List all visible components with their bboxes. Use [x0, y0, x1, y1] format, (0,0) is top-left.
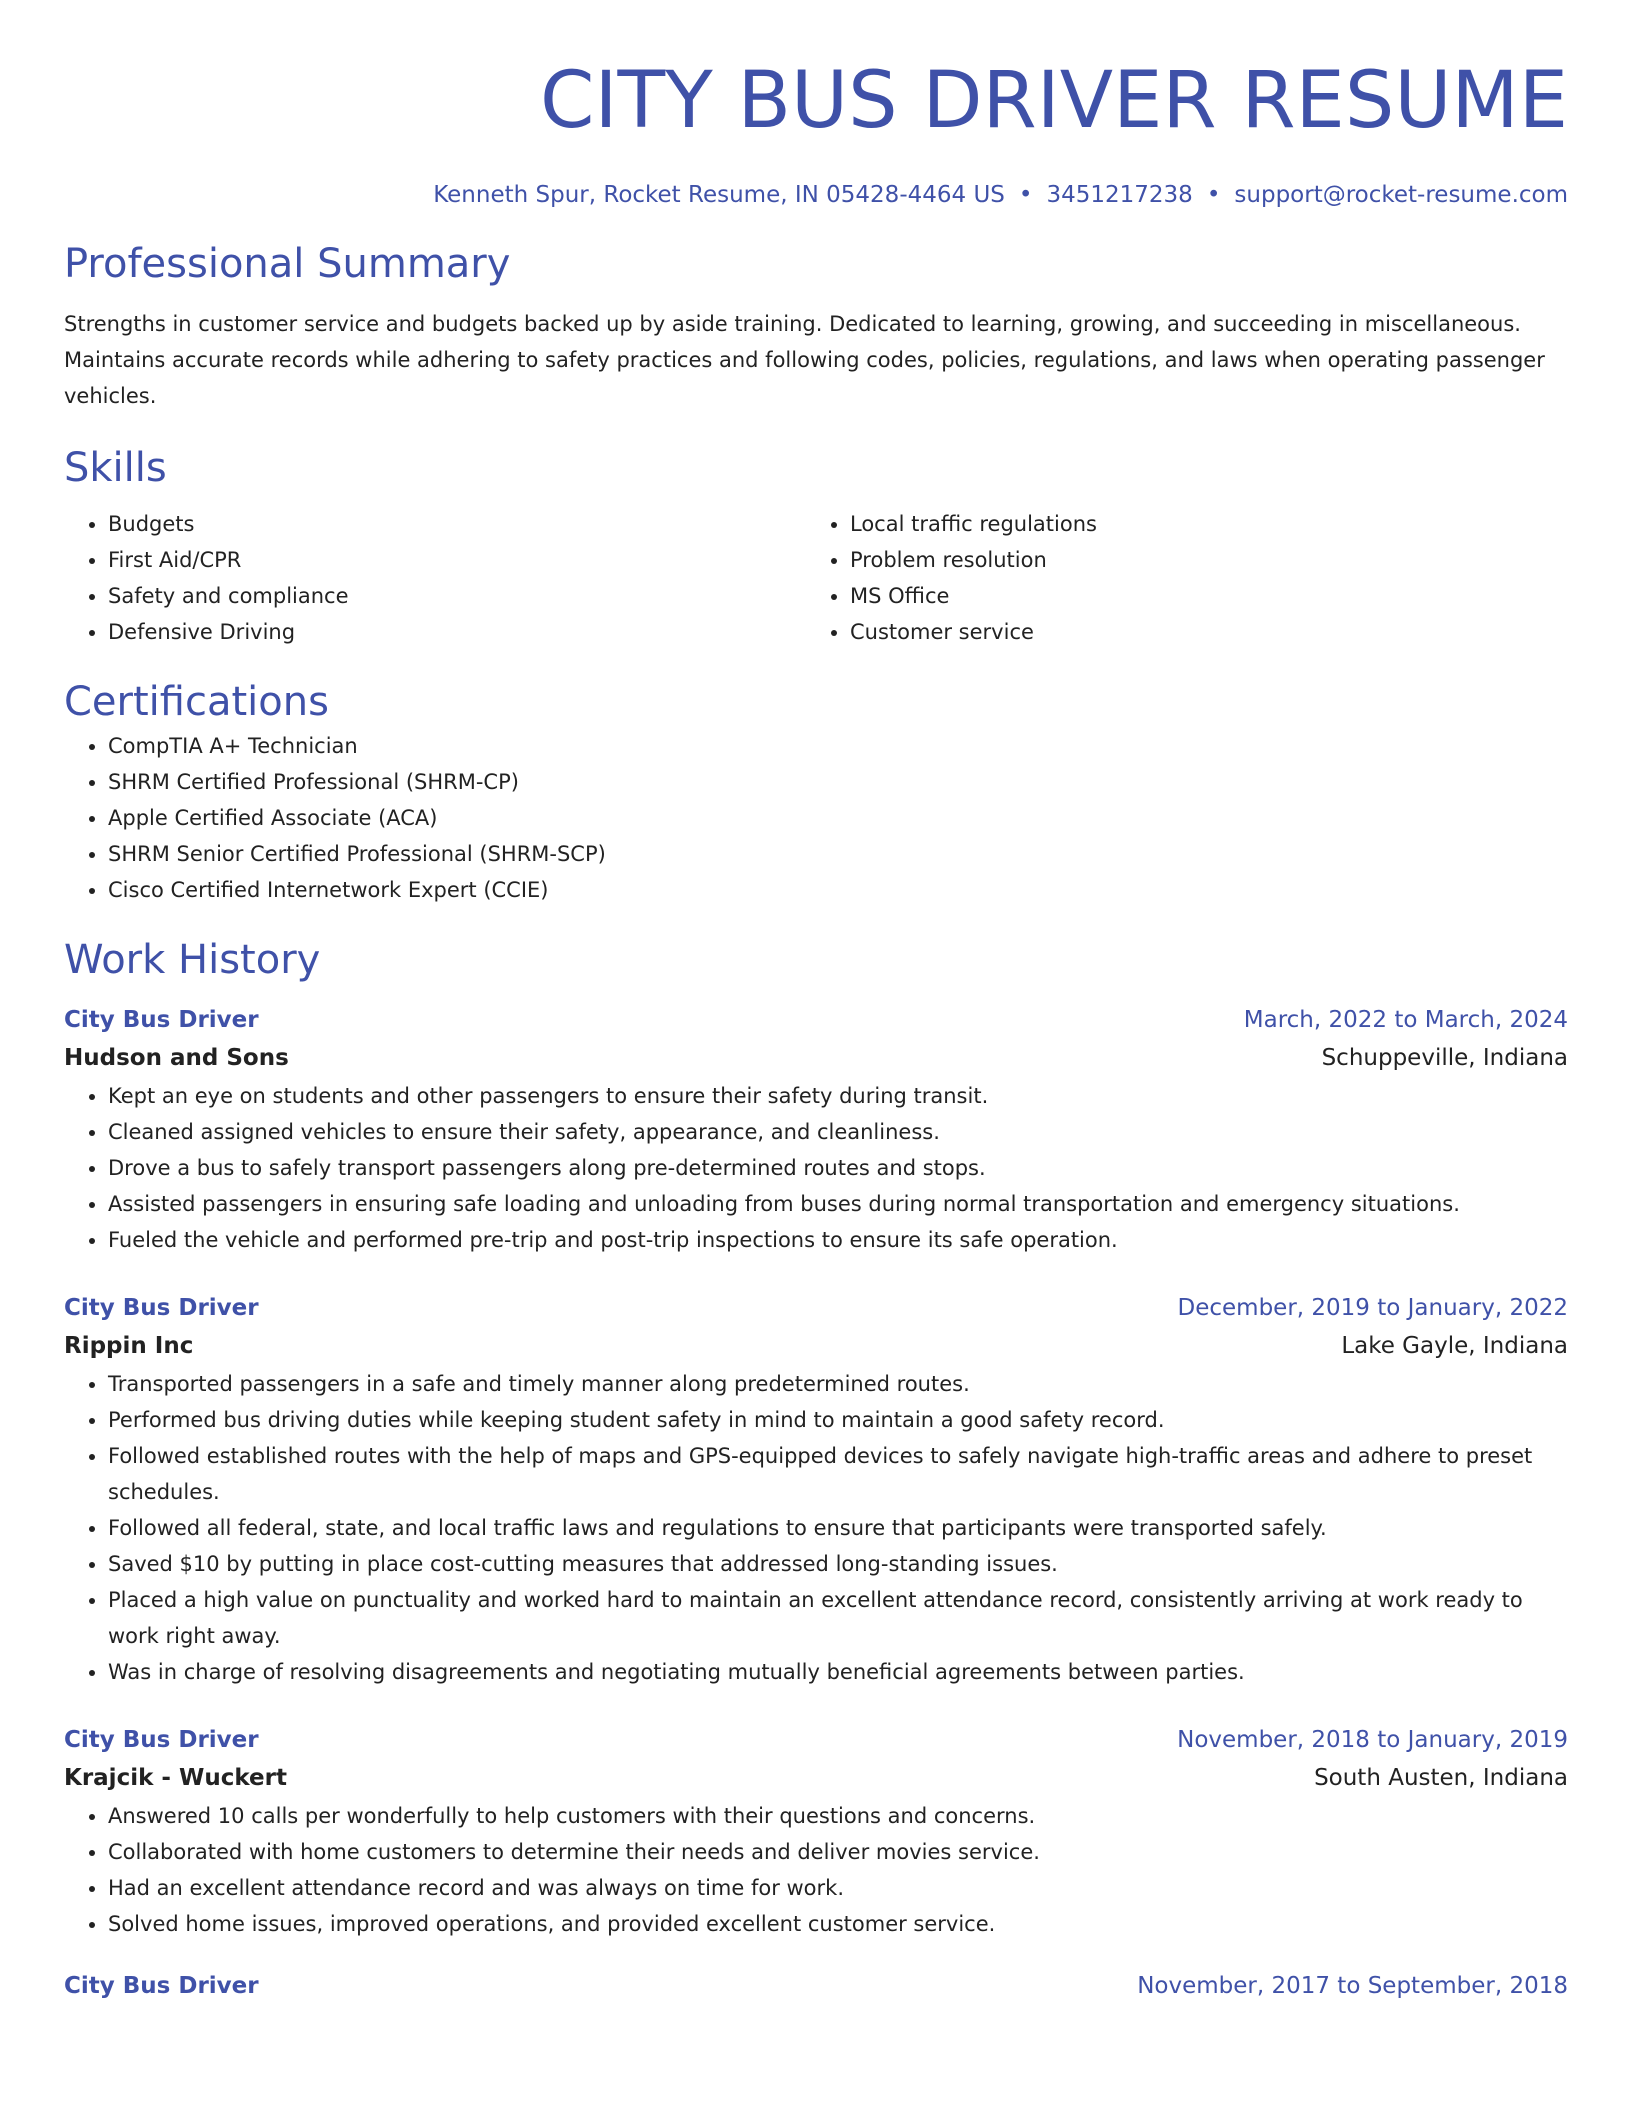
skill-item: • Budgets — [108, 506, 806, 542]
job-duty: • Fueled the vehicle and performed pre-trip and post-trip inspections to ensure its safe operation. — [108, 1222, 1568, 1258]
job-duty: • Was in charge of resolving disagreements and negotiating mutually beneficial agreements between parties. — [108, 1654, 1568, 1690]
job-duty: • Collaborated with home customers to determine their needs and deliver movies service. — [108, 1834, 1568, 1870]
job-company-row — [64, 1326, 1568, 1366]
job-duty: • Answered 10 calls per wonderfully to help customers with their questions and concerns. — [108, 1798, 1568, 1834]
certifications-heading: Certifications — [64, 679, 329, 725]
skills-heading: Skills — [64, 445, 167, 491]
job-header-row — [64, 1290, 1568, 1326]
job-duty: • Had an excellent attendance record and was always on time for work. — [108, 1870, 1568, 1906]
skill-item: • Defensive Driving — [108, 614, 806, 650]
job-duty: • Performed bus driving duties while keeping student safety in mind to maintain a good safety record. — [108, 1402, 1568, 1438]
job-location: Schuppeville, Indiana — [1321, 1045, 1568, 1071]
job-dates: December, 2019 to January, 2022 — [1177, 1295, 1568, 1321]
work-history-heading: Work History — [64, 937, 321, 983]
job-company: Krajcik - Wuckert — [64, 1765, 287, 1791]
contact-phone: 3451217238 — [1046, 182, 1193, 208]
resume-title: CITY BUS DRIVER RESUME — [539, 56, 1568, 146]
job-role: City Bus Driver — [64, 1973, 259, 1999]
skills-column-left — [64, 506, 806, 650]
job-company-row — [64, 1758, 1568, 1798]
skill-item: • First Aid/CPR — [108, 542, 806, 578]
skills-grid — [64, 506, 1568, 650]
skill-item: • Customer service — [850, 614, 1548, 650]
certification-item: • CompTIA A+ Technician — [108, 728, 1568, 764]
summary-text: Strengths in customer service and budgets backed up by aside training. Dedicated to learning, growing, and succeeding in miscellaneous. Maintains accurate records while adhering to safety practices and following codes, policies, regulations, and laws when operating passenger vehicles. — [64, 312, 1545, 408]
job-location: South Austen, Indiana — [1314, 1765, 1568, 1791]
job-duty: • Saved $10 by putting in place cost-cutting measures that addressed long-standing issues. — [108, 1546, 1568, 1582]
skill-item: • Safety and compliance — [108, 578, 806, 614]
job-dates: November, 2018 to January, 2019 — [1177, 1727, 1568, 1753]
resume-page — [64, 0, 1568, 2004]
certification-item: • Cisco Certified Internetwork Expert (CCIE) — [108, 872, 1568, 908]
job-header-row — [64, 1968, 1568, 2004]
job-duty: • Cleaned assigned vehicles to ensure their safety, appearance, and cleanliness. — [108, 1114, 1568, 1150]
certification-item: • SHRM Certified Professional (SHRM-CP) — [108, 764, 1568, 800]
certifications-list — [64, 728, 1568, 908]
job-role: City Bus Driver — [64, 1007, 259, 1033]
skill-item: • Problem resolution — [850, 542, 1548, 578]
job-header-row — [64, 1722, 1568, 1758]
job-entry — [64, 1002, 1568, 1258]
skills-list-left — [64, 506, 806, 650]
skill-item: • MS Office — [850, 578, 1548, 614]
summary-heading: Professional Summary — [64, 241, 511, 287]
job-location: Lake Gayle, Indiana — [1341, 1333, 1568, 1359]
job-duty: • Drove a bus to safely transport passengers along pre-determined routes and stops. — [108, 1150, 1568, 1186]
certification-item: • SHRM Senior Certified Professional (SHRM-SCP) — [108, 836, 1568, 872]
contact-email[interactable]: support@rocket-resume.com — [1234, 182, 1568, 208]
job-duty: • Followed all federal, state, and local traffic laws and regulations to ensure that participants were transported safely. — [108, 1510, 1568, 1546]
job-duty: • Placed a high value on punctuality and worked hard to maintain an excellent attendance record, consistently arriving at work ready to work right away. — [108, 1582, 1568, 1654]
job-duty: • Assisted passengers in ensuring safe loading and unloading from buses during normal transportation and emergency situations. — [108, 1186, 1568, 1222]
job-duty: • Solved home issues, improved operations, and provided excellent customer service. — [108, 1906, 1568, 1942]
job-dates: March, 2022 to March, 2024 — [1243, 1007, 1568, 1033]
job-company: Rippin Inc — [64, 1333, 194, 1359]
job-duties-list — [64, 1798, 1568, 1942]
certification-item: • Apple Certified Associate (ACA) — [108, 800, 1568, 836]
job-dates: November, 2017 to September, 2018 — [1137, 1973, 1568, 1999]
job-entry — [64, 1290, 1568, 1690]
job-header-row — [64, 1002, 1568, 1038]
job-duties-list — [64, 1366, 1568, 1690]
job-duty: • Kept an eye on students and other passengers to ensure their safety during transit. — [108, 1078, 1568, 1114]
job-company-row — [64, 1038, 1568, 1078]
contact-line — [64, 180, 1568, 210]
skills-list-right — [806, 506, 1548, 650]
job-entry — [64, 1722, 1568, 1942]
contact-separator: • — [1018, 182, 1033, 208]
skill-item: • Local traffic regulations — [850, 506, 1548, 542]
job-role: City Bus Driver — [64, 1295, 259, 1321]
job-company: Hudson and Sons — [64, 1045, 289, 1071]
job-duty: • Followed established routes with the help of maps and GPS-equipped devices to safely navigate high-traffic areas and adhere to preset schedules. — [108, 1438, 1568, 1510]
job-duty: • Transported passengers in a safe and timely manner along predetermined routes. — [108, 1366, 1568, 1402]
skills-column-right — [806, 506, 1548, 650]
contact-separator: • — [1206, 182, 1221, 208]
job-entry — [64, 1968, 1568, 2004]
job-duties-list — [64, 1078, 1568, 1258]
contact-address: Kenneth Spur, Rocket Resume, IN 05428-4464 US — [433, 182, 1005, 208]
job-role: City Bus Driver — [64, 1727, 259, 1753]
